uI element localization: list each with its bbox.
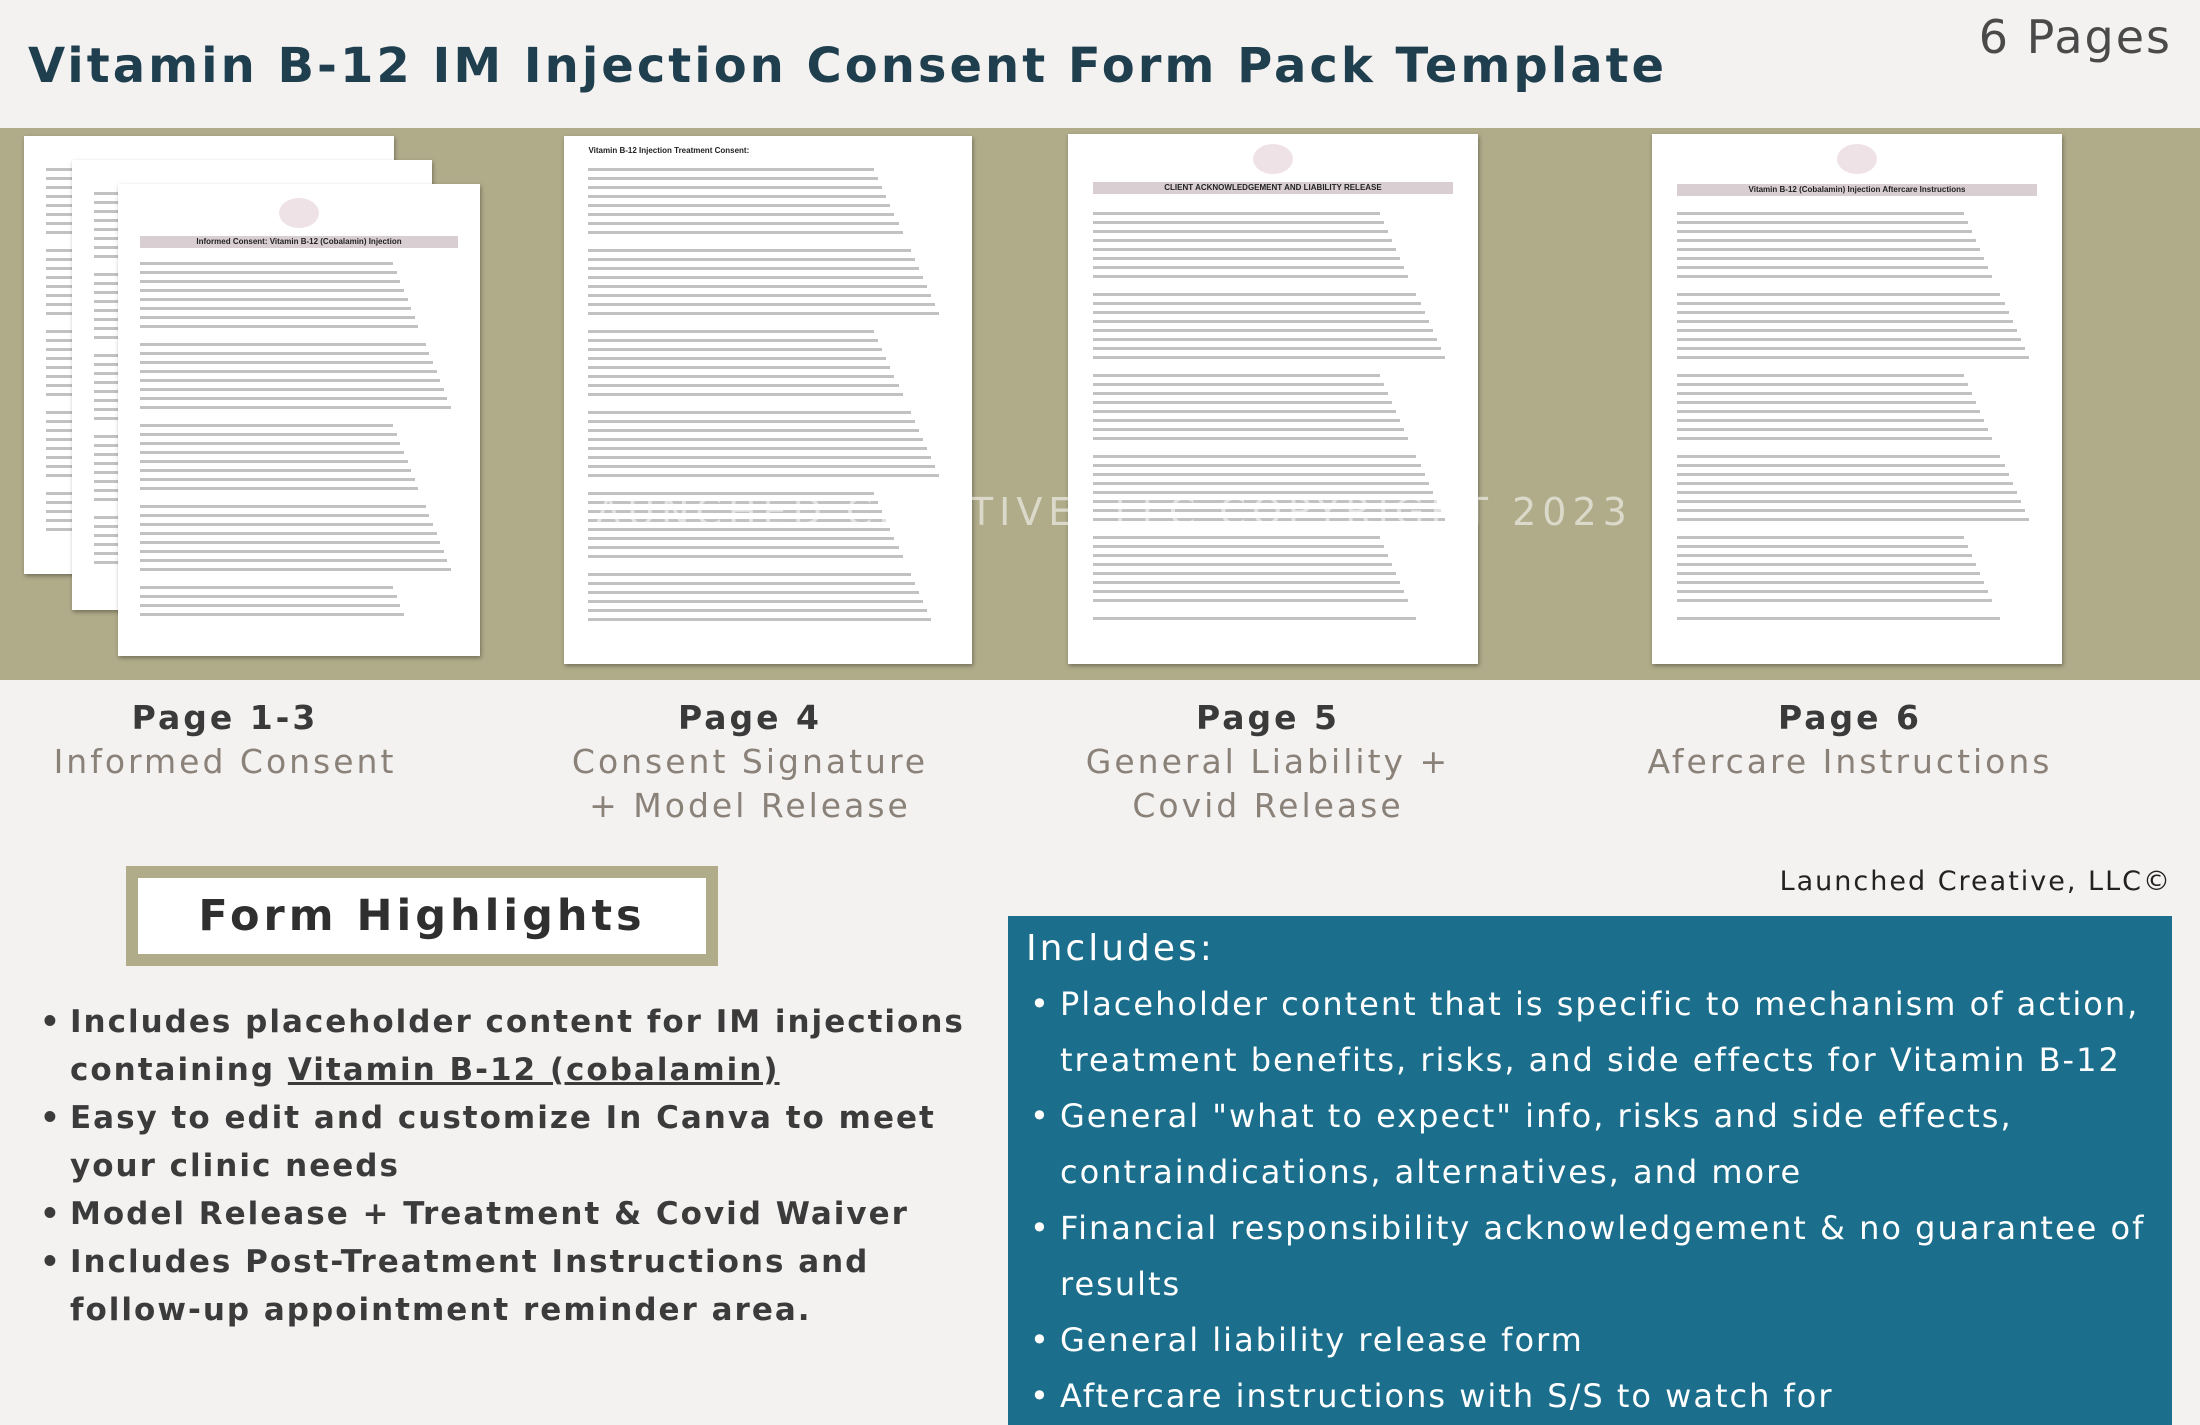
text-line <box>1677 230 1972 233</box>
business-logo <box>279 198 319 228</box>
text-line <box>1677 347 2026 350</box>
text-line <box>588 222 898 225</box>
text-line <box>1677 428 1989 431</box>
text-line <box>1677 374 1964 377</box>
text-line <box>588 168 874 171</box>
text-line <box>1093 329 1433 332</box>
text-line <box>1093 536 1380 539</box>
text-line <box>1677 437 1993 440</box>
text-line <box>140 388 444 391</box>
text-line <box>1093 383 1384 386</box>
doc-title: Vitamin B-12 Injection Treatment Consent: <box>588 146 750 155</box>
text-line <box>1093 581 1401 584</box>
text-line <box>140 289 404 292</box>
text-line <box>1677 266 1989 269</box>
text-line <box>1093 572 1396 575</box>
text-line <box>588 573 910 576</box>
text-line <box>1677 248 1980 251</box>
text-line <box>588 348 882 351</box>
text-line <box>1093 257 1401 260</box>
business-logo <box>1253 144 1293 174</box>
text-line <box>588 276 923 279</box>
preview-page-4 <box>564 136 972 664</box>
caption-page-1-3 <box>30 696 420 784</box>
text-line <box>140 424 393 427</box>
page-title: Vitamin B-12 IM Injection Consent Form Pack Template <box>28 38 1668 94</box>
text-line <box>1093 320 1429 323</box>
doc-title: CLIENT ACKNOWLEDGEMENT AND LIABILITY RELEASE <box>1164 183 1382 192</box>
text-line <box>1677 617 2001 620</box>
text-line <box>140 478 415 481</box>
text-line <box>588 366 890 369</box>
text-line <box>140 586 393 589</box>
text-line <box>1093 455 1417 458</box>
text-line <box>1677 572 1980 575</box>
text-line <box>1093 356 1446 359</box>
text-line <box>140 469 412 472</box>
text-line <box>140 262 393 265</box>
text-line <box>140 460 408 463</box>
list-item: • Placeholder content that is specific to mechanism of action, treatment benefits, risks, and side effects for Vitamin B-12 <box>1026 976 2158 1088</box>
text-line <box>588 294 931 297</box>
text-line <box>1677 302 2005 305</box>
text-line <box>1093 410 1396 413</box>
preview-page-1 <box>118 184 480 656</box>
text-line <box>140 451 404 454</box>
text-line <box>1677 410 1980 413</box>
text-line <box>140 568 451 571</box>
text-line <box>1677 581 1985 584</box>
preview-page-5 <box>1068 134 1478 664</box>
highlights-list <box>40 998 980 1334</box>
text-line <box>1093 473 1425 476</box>
text-line <box>1677 554 1972 557</box>
text-line <box>1093 266 1405 269</box>
caption-page-label: Page 5 <box>1195 698 1341 737</box>
text-line <box>140 352 430 355</box>
text-line <box>1677 239 1976 242</box>
text-line <box>1677 455 2001 458</box>
text-line <box>1093 554 1388 557</box>
text-line <box>140 559 448 562</box>
text-line <box>1677 563 1976 566</box>
text-line <box>588 375 894 378</box>
text-line <box>1677 329 2017 332</box>
text-line <box>588 555 902 558</box>
text-line <box>1093 428 1405 431</box>
text-line <box>140 379 440 382</box>
text-line <box>1677 590 1989 593</box>
text-line <box>588 330 874 333</box>
text-line <box>1677 293 2001 296</box>
list-item: • Aftercare instructions with S/S to watch for <box>1026 1368 2158 1424</box>
caption-page-4 <box>540 696 960 828</box>
text-line <box>588 213 894 216</box>
text-line <box>140 604 401 607</box>
text-line <box>140 271 397 274</box>
text-line <box>140 550 444 553</box>
text-line <box>588 267 918 270</box>
copyright-credit: Launched Creative, LLC© <box>1779 866 2172 897</box>
text-line <box>588 420 914 423</box>
text-line <box>588 447 927 450</box>
text-line <box>1677 482 2013 485</box>
text-line <box>1677 221 1968 224</box>
text-line <box>1093 230 1388 233</box>
form-highlights-box <box>126 866 718 966</box>
text-line <box>1677 212 1964 215</box>
text-line <box>1677 275 1993 278</box>
text-line <box>588 204 890 207</box>
text-line <box>1677 464 2005 467</box>
text-line <box>588 312 939 315</box>
text-line <box>1677 383 1968 386</box>
text-line <box>140 397 448 400</box>
caption-page-name: Informed Consent <box>53 742 397 781</box>
preview-page-6 <box>1652 134 2062 664</box>
text-line <box>1677 473 2009 476</box>
text-line <box>588 537 894 540</box>
text-line <box>588 600 923 603</box>
text-line <box>140 541 440 544</box>
text-line <box>588 411 910 414</box>
text-line <box>1677 356 2030 359</box>
list-item: • Easy to edit and customize In Canva to meet your clinic needs <box>40 1094 980 1190</box>
text-line <box>588 249 910 252</box>
text-line <box>1093 338 1437 341</box>
text-line <box>588 339 878 342</box>
text-line <box>588 456 931 459</box>
caption-page-6 <box>1622 696 2078 784</box>
text-line <box>1093 599 1409 602</box>
text-line <box>1093 374 1380 377</box>
text-line <box>1093 482 1429 485</box>
text-line <box>588 231 902 234</box>
text-line <box>588 582 914 585</box>
includes-title: Includes: <box>1026 928 1215 969</box>
text-line <box>140 433 397 436</box>
list-item: • General liability release form <box>1026 1312 2158 1368</box>
text-line <box>1093 419 1401 422</box>
caption-page-label: Page 4 <box>677 698 823 737</box>
text-line <box>1093 239 1392 242</box>
text-line <box>140 442 401 445</box>
text-line <box>588 195 886 198</box>
list-item: • General "what to expect" info, risks and side effects, contraindications, alternatives, and more <box>1026 1088 2158 1200</box>
text-line <box>1093 275 1409 278</box>
text-line <box>140 325 419 328</box>
text-line <box>588 393 902 396</box>
text-line <box>140 298 408 301</box>
text-line <box>1093 590 1405 593</box>
caption-page-name: Consent Signature + Model Release <box>571 742 929 825</box>
caption-page-label: Page 1-3 <box>131 698 319 737</box>
text-line <box>140 343 426 346</box>
business-logo <box>1837 144 1877 174</box>
text-line <box>588 177 878 180</box>
text-line <box>1677 257 1985 260</box>
text-line <box>1093 212 1380 215</box>
text-line <box>588 465 935 468</box>
text-line <box>588 186 882 189</box>
text-line <box>588 591 918 594</box>
text-line <box>1677 536 1964 539</box>
text-line <box>588 357 886 360</box>
includes-list <box>1026 976 2158 1424</box>
list-item: • Financial responsibility acknowledgement & no guarantee of results <box>1026 1200 2158 1312</box>
text-line <box>1093 401 1392 404</box>
vitamin-link-text: Vitamin B-12 (cobalamin) <box>287 1052 780 1088</box>
text-line <box>588 303 935 306</box>
text-line <box>588 618 931 621</box>
text-line <box>140 613 404 616</box>
text-line <box>588 384 898 387</box>
text-line <box>140 280 401 283</box>
text-line <box>588 429 918 432</box>
text-line <box>1093 437 1409 440</box>
text-line <box>1677 311 2009 314</box>
text-line <box>1677 320 2013 323</box>
text-line <box>140 370 437 373</box>
text-line <box>140 406 451 409</box>
text-line <box>1093 293 1417 296</box>
text-line <box>1093 302 1421 305</box>
list-item: • Model Release + Treatment & Covid Waiver <box>40 1190 980 1238</box>
watermark: LAUNCHED CREATIVE, LLC COPYRIGHT 2023 <box>567 490 1633 534</box>
doc-title: Informed Consent: Vitamin B-12 (Cobalamin) Injection <box>196 237 402 246</box>
text-line <box>588 258 914 261</box>
text-line <box>1677 401 1976 404</box>
text-line <box>1093 347 1442 350</box>
text-line <box>588 546 898 549</box>
caption-page-name: General Liability + Covid Release <box>1085 742 1451 825</box>
text-line <box>1093 221 1384 224</box>
text-line <box>1677 392 1972 395</box>
list-item: • Includes Post-Treatment Instructions and follow-up appointment reminder area. <box>40 1238 980 1334</box>
caption-page-name: Afercare Instructions <box>1647 742 2053 781</box>
text-line <box>1093 311 1425 314</box>
text-line <box>588 285 927 288</box>
page-count: 6 Pages <box>1978 10 2172 64</box>
text-line <box>140 307 412 310</box>
includes-box <box>1008 916 2172 1425</box>
form-highlights-title: Form Highlights <box>138 878 706 954</box>
text-line <box>1093 248 1396 251</box>
text-line <box>140 316 415 319</box>
list-item: • Includes placeholder content for IM injections containing Vitamin B-12 (cobalamin) <box>40 998 980 1094</box>
text-line <box>1093 464 1421 467</box>
text-line <box>588 474 939 477</box>
caption-page-label: Page 6 <box>1777 698 1923 737</box>
caption-page-5 <box>1058 696 1478 828</box>
text-line <box>1677 545 1968 548</box>
text-line <box>1093 545 1384 548</box>
text-line <box>1093 563 1392 566</box>
text-line <box>140 361 433 364</box>
text-line <box>1093 617 1417 620</box>
text-line <box>1677 419 1985 422</box>
text-line <box>1677 338 2021 341</box>
text-line <box>1677 599 1993 602</box>
text-line <box>1093 392 1388 395</box>
text-line <box>588 609 927 612</box>
text-line <box>588 438 923 441</box>
doc-title: Vitamin B-12 (Cobalamin) Injection Aftercare Instructions <box>1748 185 1966 194</box>
text-line <box>140 595 397 598</box>
